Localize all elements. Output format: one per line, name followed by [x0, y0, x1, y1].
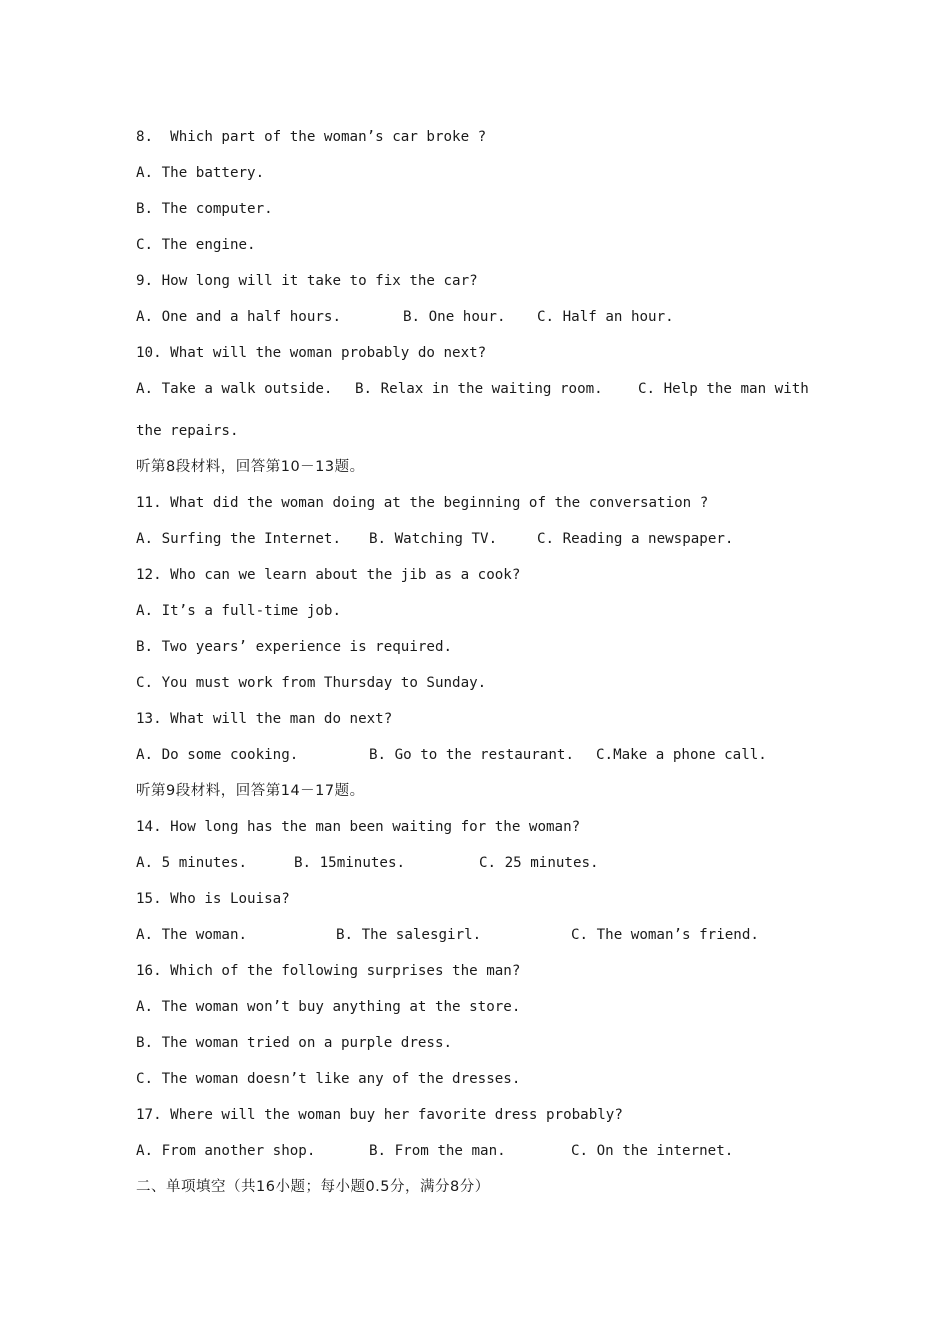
- options-10: [136, 378, 836, 420]
- option-12c: C. You must work from Thursday to Sunday.: [136, 675, 487, 691]
- option-15a: A. The woman.: [136, 927, 248, 943]
- option-10c-continued: the repairs.: [136, 423, 239, 439]
- options-15: [136, 924, 836, 960]
- options-9: [136, 306, 836, 342]
- option-10a: A. Take a walk outside.: [136, 381, 333, 397]
- option-13a: A. Do some cooking.: [136, 747, 299, 763]
- option-15c: C. The woman’s friend.: [571, 927, 759, 943]
- question-8: 8. Which part of the woman’s car broke ?: [136, 129, 487, 145]
- part-two-heading: 二、单项填空（共16小题；每小题0.5分，满分8分）: [136, 1179, 490, 1195]
- question-16: 16. Which of the following surprises the man?: [136, 963, 521, 979]
- options-13: [136, 744, 836, 780]
- question-10: 10. What will the woman probably do next?: [136, 345, 487, 361]
- option-17c: C. On the internet.: [571, 1143, 734, 1159]
- option-14b: B. 15minutes.: [294, 855, 406, 871]
- option-11c: C. Reading a newspaper.: [537, 531, 734, 547]
- option-10c: C. Help the man with: [638, 381, 809, 397]
- options-14: [136, 852, 836, 888]
- option-12b: B. Two years’ experience is required.: [136, 639, 453, 655]
- options-11: [136, 528, 836, 564]
- question-9: 9. How long will it take to fix the car?: [136, 273, 478, 289]
- question-17: 17. Where will the woman buy her favorite dress probably?: [136, 1107, 623, 1123]
- option-14c: C. 25 minutes.: [479, 855, 599, 871]
- option-16c: C. The woman doesn’t like any of the dresses.: [136, 1071, 521, 1087]
- option-17a: A. From another shop.: [136, 1143, 316, 1159]
- option-15b: B. The salesgirl.: [336, 927, 482, 943]
- question-13: 13. What will the man do next?: [136, 711, 393, 727]
- option-12a: A. It’s a full-time job.: [136, 603, 341, 619]
- exam-page: [136, 126, 836, 1212]
- option-9b: B. One hour.: [403, 309, 506, 325]
- option-11b: B. Watching TV.: [369, 531, 498, 547]
- option-11a: A. Surfing the Internet.: [136, 531, 341, 547]
- option-17b: B. From the man.: [369, 1143, 506, 1159]
- option-16a: A. The woman won’t buy anything at the store.: [136, 999, 521, 1015]
- question-11: 11. What did the woman doing at the beginning of the conversation ?: [136, 495, 709, 511]
- question-15: 15. Who is Louisa?: [136, 891, 290, 907]
- option-8c: C. The engine.: [136, 237, 256, 253]
- option-9c: C. Half an hour.: [537, 309, 674, 325]
- section-heading-8: 听第8段材料，回答第10－13题。: [136, 459, 365, 475]
- option-13b: B. Go to the restaurant.: [369, 747, 574, 763]
- option-10b: B. Relax in the waiting room.: [355, 381, 603, 397]
- question-12: 12. Who can we learn about the jib as a cook?: [136, 567, 521, 583]
- section-heading-9: 听第9段材料，回答第14－17题。: [136, 783, 365, 799]
- option-9a: A. One and a half hours.: [136, 309, 341, 325]
- options-17: [136, 1140, 836, 1176]
- option-8b: B. The computer.: [136, 201, 273, 217]
- option-8a: A. The battery.: [136, 165, 265, 181]
- option-14a: A. 5 minutes.: [136, 855, 248, 871]
- option-13c: C.Make a phone call.: [596, 747, 767, 763]
- option-16b: B. The woman tried on a purple dress.: [136, 1035, 453, 1051]
- question-14: 14. How long has the man been waiting for the woman?: [136, 819, 581, 835]
